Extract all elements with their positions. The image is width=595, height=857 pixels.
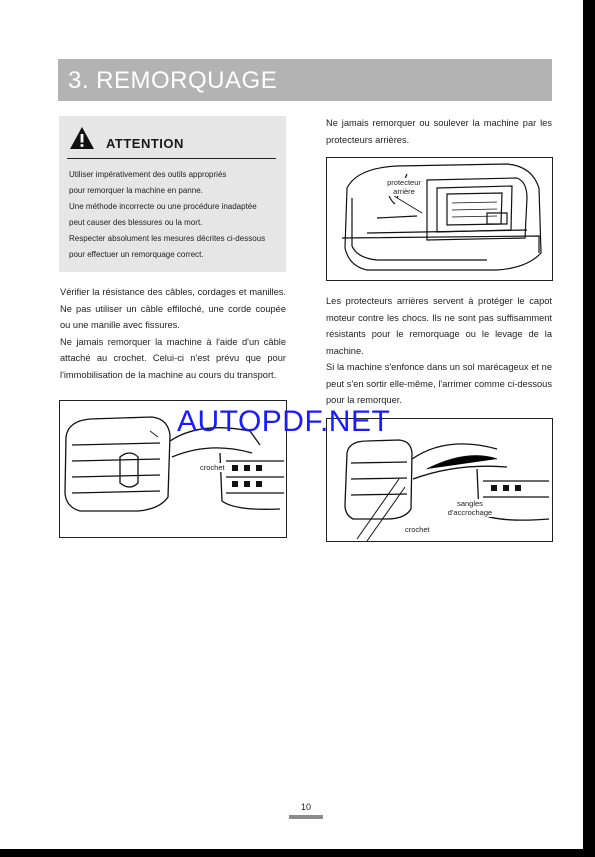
attention-line: pour remorquer la machine en panne. xyxy=(69,186,203,195)
attention-text xyxy=(69,167,281,263)
watermark: AUTOPDF.NET xyxy=(177,405,391,438)
hook-label-right: crochet xyxy=(405,525,430,534)
attention-line: Utiliser impérativement des outils appropriés xyxy=(69,170,227,179)
attention-line: pour effectuer un remorquage correct. xyxy=(69,250,204,259)
warning-triangle-icon xyxy=(69,126,95,150)
hook-warning-paragraph: Ne jamais remorquer la machine à l'aide d'un câble attaché au crochet. Celui-ci n'est prévu que pour l'immobilisation de la machine au cours du transport. xyxy=(60,336,286,380)
attention-title: ATTENTION xyxy=(106,136,184,151)
attention-divider xyxy=(67,158,276,159)
guard-purpose-paragraph: Les protecteurs arrières servent à protéger le capot moteur contre les chocs. Ils ne sont pas suffisamment résistants pour le remorquage ou le levage de la machine. xyxy=(326,296,552,356)
attention-line: Une méthode incorrecte ou une procédure inadaptée xyxy=(69,202,257,211)
section-header xyxy=(58,59,552,101)
attention-line: peut causer des blessures ou la mort. xyxy=(69,218,203,227)
hook-label: crochet xyxy=(200,463,225,472)
left-text-block xyxy=(60,284,286,383)
right-text-block xyxy=(326,293,552,409)
scan-edge-bottom xyxy=(0,849,595,857)
rear-guard-label-line: protecteur xyxy=(387,178,421,187)
guard-warning-text: Ne jamais remorquer ou soulever la machine par les protecteurs arrières. xyxy=(326,118,552,145)
straps-label-line: sangles xyxy=(457,499,483,508)
cable-check-paragraph: Vérifier la résistance des câbles, cordages et manilles. Ne pas utiliser un câble effiloché, une corde coupée ou une manille avec fissures. xyxy=(60,287,286,330)
rear-guard-figure xyxy=(326,157,553,281)
scan-edge-right xyxy=(583,0,595,857)
attention-box xyxy=(59,116,286,272)
section-title: 3. REMORQUAGE xyxy=(68,67,278,94)
attention-line: Respecter absolument les mesures décrites ci-dessous xyxy=(69,234,266,243)
swamp-towing-paragraph: Si la machine s'enfonce dans un sol marécageux et ne peut s'en sortir elle-même, l'arrimer comme ci-dessous pour la remorquer. xyxy=(326,362,552,405)
rear-guard-label xyxy=(382,178,426,196)
page-number: 10 xyxy=(289,801,323,819)
straps-label xyxy=(444,499,496,517)
rear-guard-illustration xyxy=(327,158,552,280)
guard-warning-paragraph xyxy=(326,115,552,148)
rear-guard-label-line: arrière xyxy=(393,187,415,196)
straps-label-line: d'accrochage xyxy=(447,508,493,517)
